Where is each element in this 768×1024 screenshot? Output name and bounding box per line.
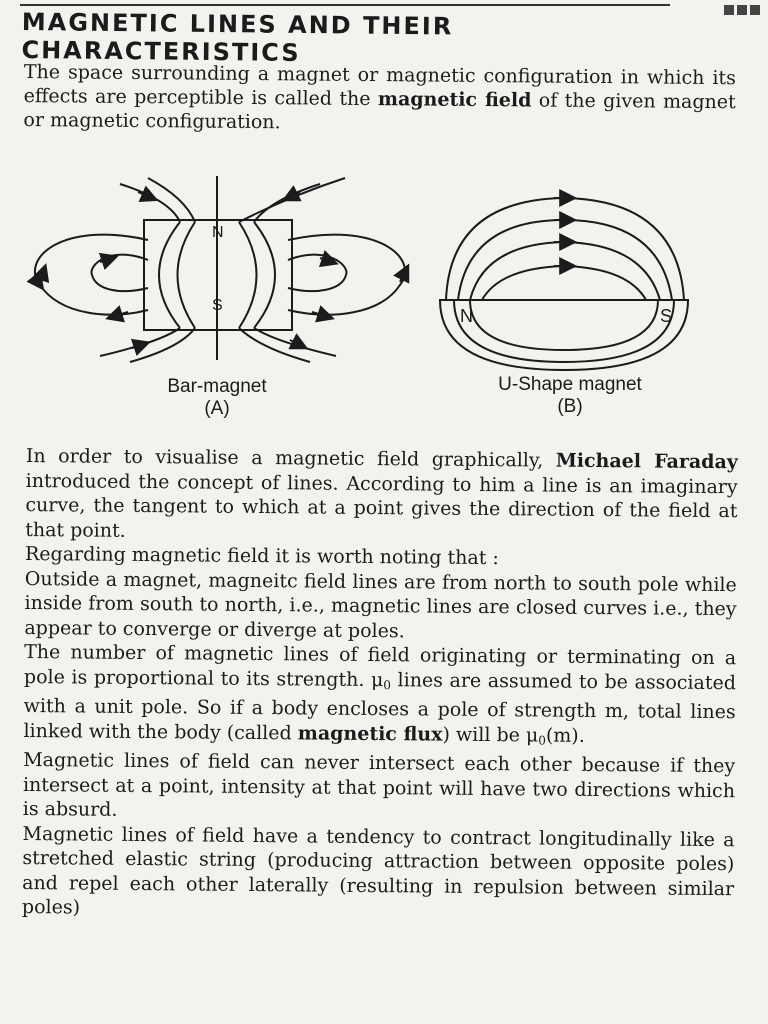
intro-text-2: of the given magnet or magnetic configuration. [23,89,736,134]
field-line-left-inner [92,255,148,292]
intro-bold: magnetic field [377,88,532,112]
intro-text-1: The space surrounding a magnet or magnetic configuration in which its effects are perceptible is called the [23,60,736,111]
field-line-bottom-left-1 [100,328,180,356]
u-pole-n: N [460,306,473,326]
caption-a [142,376,292,420]
caption-b-tag: (B) [557,396,583,417]
u-field-line-3 [470,242,660,300]
p4-text-b: lines are assumed to be associated with a unit pole. So if a body encloses a pole of strength m, total lines linked with the body (called [23,668,737,744]
u-field-line-4 [482,266,646,300]
p4-sub-2: 0 [538,732,546,748]
u-pole-s: S [660,306,673,326]
title-line-1: MAGNETIC LINES AND THEIR [21,8,454,41]
figure-area [20,170,750,430]
caption-b [460,374,680,418]
paragraph-contract: Magnetic lines of field have a tendency to contract longitudinally like a stretched elastic string (producing attraction between opposite poles) and repel each other laterally (resulting in repulsion between similar poles) [21,822,735,919]
u-magnet-outer [440,300,688,370]
p4-text-a: The number of magnetic lines of field originating or terminating on a pole is proportional to its strength. μ [23,640,737,691]
p4-text-d: (m). [545,724,585,747]
p1-text-a: In order to visualise a magnetic field graphically, [25,444,556,472]
title-line-2: CHARACTERISTICS [21,35,301,67]
p4-sub-1: 0 [383,677,392,692]
intro-paragraph [23,60,736,138]
field-line-inner-left-1 [178,222,196,328]
u-magnet-inner-1 [470,300,658,350]
paragraph-intersect: Magnetic lines of field can never intersect each other because if they intersect at a point, intensity at that point will have two directions which is absurd. [22,748,736,821]
field-line-inner-right-1 [239,222,257,328]
bar-pole-n: N [212,224,224,241]
body-text [22,444,738,926]
p1-text-b: introduced the concept of lines. According to him a line is an imaginary curve, the tangent to which at a point gives the direction of the field at that point. [25,469,738,542]
paragraph-strength [23,640,736,754]
caption-a-tag: (A) [204,398,230,419]
caption-a-title: Bar-magnet [167,376,267,397]
p1-bold: Michael Faraday [555,449,738,474]
bar-pole-s: S [212,297,223,314]
field-line-top-left-1 [120,184,180,222]
caption-b-title: U-Shape magnet [498,374,642,395]
u-magnet-diagram [440,198,688,370]
header-rule [20,4,670,6]
paragraph-faraday [25,444,738,548]
field-line-right-inner [288,255,346,292]
p4-bold: magnetic flux [297,721,443,746]
paragraph-direction: Outside a magnet, magneitc field lines are from north to south pole while inside from south to north, i.e., magnetic lines are closed curves i.e., they appear to converge or diverge at poles. [24,567,737,642]
u-magnet-inner-2 [454,300,674,362]
p4-text-c: ) will be μ [442,723,539,746]
field-line-top-left-2 [148,178,195,222]
bar-magnet-diagram [35,176,406,362]
paragraph-noting: Regarding magnetic field it is worth noting that : [24,542,499,570]
field-line-top-right-2 [239,178,345,222]
